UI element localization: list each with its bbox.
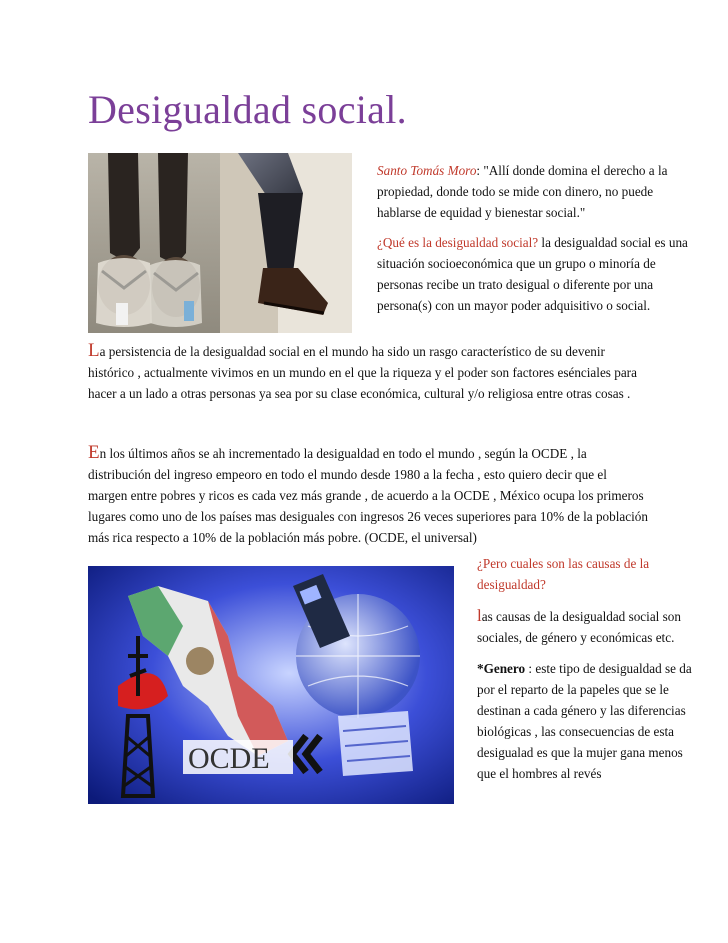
paragraph2-text: n los últimos años se ah incrementado la desigualdad en todo el mundo , según la OCDE , la distribución del ingreso empeoro en todo el mundo desde 1980 a la fecha , esto quiero decir que el margen entre pobres y ricos es cada vez más grande , de acuerdo a la OCDE , México ocupa los primeros lugares como uno de los países mas desiguales con ingresos 26 veces superiores para 10% de la población más rica respecto a 10% de la población más pobre. (OCDE, el universal) <box>88 446 648 545</box>
photo-ocde-mexico-icon <box>88 566 454 804</box>
definition-paragraph <box>377 232 697 316</box>
gender-label: *Genero <box>477 661 526 676</box>
paragraph-persistence <box>88 340 648 404</box>
definition-answer: la desigualdad social es una situación socioeconómica que un grupo o minoría de personas recibe un trato desigual o diferente por una persona(s) con un mayor poder adquisitivo o social. <box>377 235 688 313</box>
causes-question: ¿Pero cuales son las causas de la desigualdad? <box>477 556 650 592</box>
quote-author: Santo Tomás Moro <box>377 163 477 178</box>
paragraph1-text: a persistencia de la desigualdad social en el mundo ha sido un rasgo característico de su devenir histórico , actualmente vivimos en un mundo en el que la riqueza y el poder son factores esénciales para hacer a un lado a otras personas ya sea por su clase económica, cultural y/o religiosa entre otras cosas . <box>88 344 637 401</box>
causes-paragraph <box>477 605 705 648</box>
photo-feet-contrast-icon <box>88 153 352 333</box>
paragraph1-initial: L <box>88 340 100 361</box>
side-column <box>377 160 697 325</box>
gender-text: : este tipo de desigualdad se da por el reparto de la papeles que se le destinan a cada género y las diferencias biológicas , las consecuencias de esta desigualad es que la mujer gana menos que el hombres al revés <box>477 661 692 781</box>
causes-text: as causas de la desigualdad social son sociales, de género y económicas etc. <box>477 609 681 645</box>
quote-text: : "Allí donde domina el derecho a la propiedad, donde todo se mide con dinero, no puede hablarse de equidad y bienestar social." <box>377 163 668 220</box>
paragraph-ocde <box>88 442 648 548</box>
quote-paragraph <box>377 160 697 223</box>
page-title: Desigualdad social. <box>88 87 407 132</box>
causes-initial: l <box>477 606 482 625</box>
ocde-logo-text: OCDE <box>188 742 270 775</box>
paragraph2-initial: E <box>88 442 100 463</box>
gender-paragraph <box>477 658 705 784</box>
definition-question: ¿Qué es la desigualdad social? <box>377 235 539 250</box>
causes-column <box>477 553 705 794</box>
